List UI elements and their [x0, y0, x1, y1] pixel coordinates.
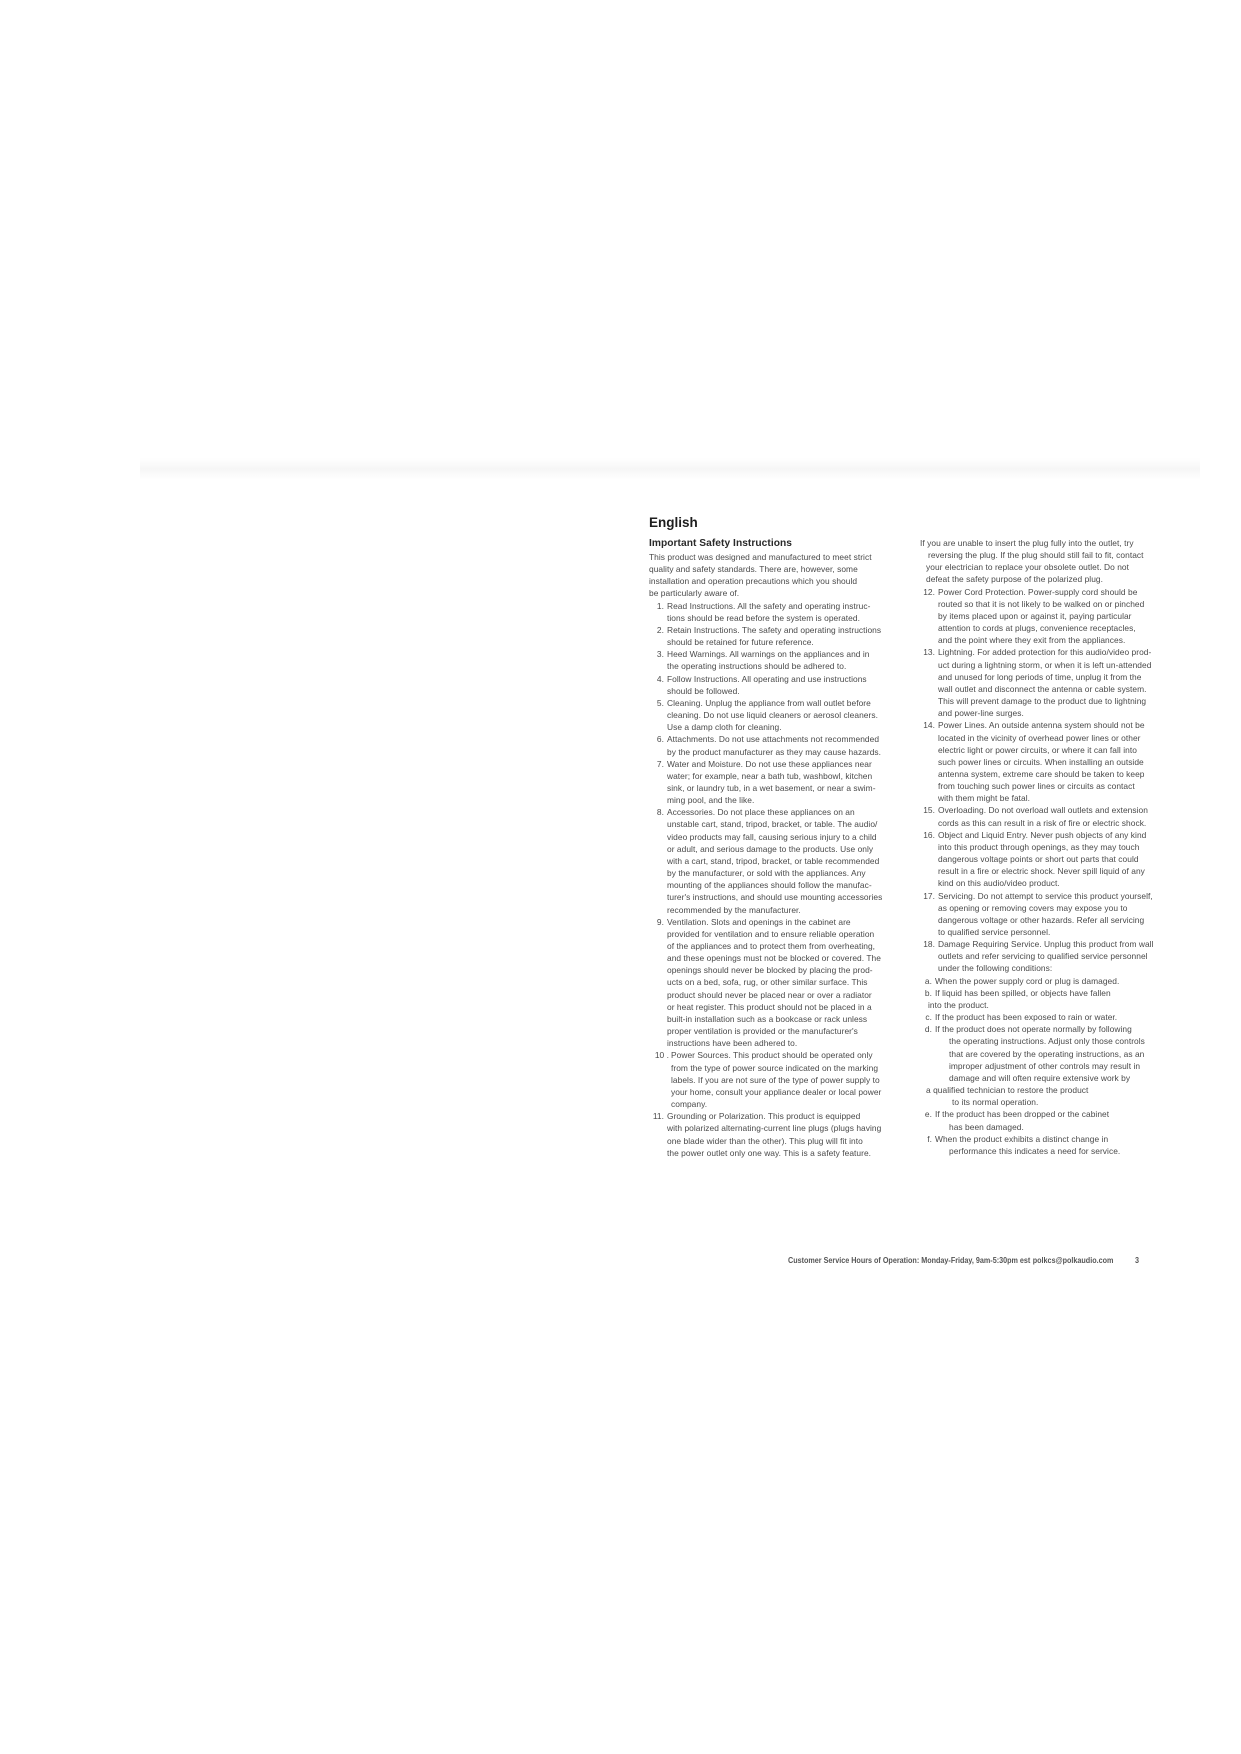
item-number: 16. — [923, 829, 935, 840]
condition-line: the operating instructions. Adjust only those controls — [949, 1036, 1145, 1047]
item-text — [667, 758, 911, 807]
item-line: result in a fire or electric shock. Never spill liquid of any — [938, 866, 1145, 877]
condition-text: When the power supply cord or plug is damaged. — [935, 975, 1120, 986]
item-line: your electrician to replace your obsolete outlet. Do not — [926, 562, 1129, 573]
support-email: polkcs@polkaudio.com — [1032, 1256, 1114, 1265]
item-line: Power Cord Protection. Power-supply cord should be — [938, 586, 1138, 597]
instruction-item-9 — [649, 916, 911, 1050]
intro-line: be particularly aware of. — [649, 588, 740, 599]
item-line: from the type of power source indicated on the marking — [671, 1062, 879, 1073]
item-line: openings should never be blocked by placing the prod- — [667, 965, 873, 976]
item-line: Heed Warnings. All warnings on the appliances and in — [667, 649, 870, 660]
condition-line: If the product has been dropped or the cabinet — [935, 1109, 1110, 1120]
condition-letter: e. — [924, 1109, 932, 1120]
item-text — [671, 1049, 911, 1110]
right-column — [920, 537, 1182, 1157]
condition-d-continuation: a qualified technician to restore the product — [926, 1085, 1089, 1096]
item-line: one blade wider than the other). This plug will fit into — [667, 1135, 863, 1146]
item-line: and these openings must not be blocked or covered. The — [667, 953, 881, 964]
item-number: 14. — [923, 720, 935, 731]
item-number: 17. — [923, 890, 935, 901]
item-line: by the product manufacturer as they may cause hazards. — [667, 746, 882, 757]
item-number: 6. — [656, 734, 664, 745]
scan-shadow-band — [140, 458, 1200, 480]
item-line: and unused for long periods of time, unplug it from the — [938, 671, 1142, 682]
item-line: ming pool, and the like. — [667, 795, 755, 806]
item-line: Power Sources. This product should be operated only — [671, 1050, 873, 1061]
instruction-item-11 — [649, 1110, 911, 1159]
condition-text: If the product has been exposed to rain or water. — [935, 1012, 1118, 1023]
condition-d-continuation: to its normal operation. — [952, 1097, 1039, 1108]
instruction-item-5 — [649, 697, 911, 733]
item-line: Grounding or Polarization. This product is equipped — [667, 1111, 861, 1122]
item-line: mounting of the appliances should follow the manufac- — [667, 880, 872, 891]
item-line: If you are unable to insert the plug fully into the outlet, try — [920, 538, 1134, 548]
condition-text: If liquid has been spilled, or objects have fallen — [935, 987, 1111, 998]
item-text — [938, 804, 1182, 828]
item-line: Servicing. Do not attempt to service this product yourself, — [938, 890, 1153, 901]
item-line: product should never be placed near or over a radiator — [667, 989, 872, 1000]
instruction-item-15 — [920, 804, 1182, 828]
item-line: by items placed upon or against it, paying particular — [938, 610, 1132, 621]
item-text — [938, 890, 1182, 939]
instruction-item-6 — [649, 733, 911, 757]
item-text — [667, 673, 911, 697]
item-number: 10 . — [654, 1050, 669, 1061]
item-line: of the appliances and to protect them from overheating, — [667, 941, 876, 951]
instruction-item-1 — [649, 600, 911, 624]
condition-a — [920, 975, 1182, 987]
item-line: such power lines or circuits. When installing an outside — [938, 756, 1144, 767]
item-line: as opening or removing covers may expose you to — [938, 902, 1128, 913]
condition-line: that are covered by the operating instructions, as an — [949, 1048, 1145, 1059]
condition-line: When the product exhibits a distinct change in — [935, 1133, 1109, 1144]
item-line: should be followed. — [667, 685, 740, 696]
instruction-item-2 — [649, 624, 911, 648]
item-line: routed so that it is not likely to be walked on or pinched — [938, 598, 1145, 609]
item-line: from touching such power lines or circuits as contact — [938, 781, 1135, 792]
item-number: 12. — [923, 586, 935, 597]
instruction-item-7 — [649, 758, 911, 807]
instruction-item-16 — [920, 829, 1182, 890]
item-line: Power Lines. An outside antenna system should not be — [938, 720, 1145, 731]
item-line: by the manufacturer, or sold with the appliances. Any — [667, 868, 866, 879]
condition-line: improper adjustment of other controls may result in — [949, 1060, 1141, 1071]
item-line: built-in installation such as a bookcase or rack unless — [667, 1013, 868, 1024]
item-line: with polarized alternating-current line plugs (plugs having — [667, 1123, 882, 1134]
intro-line: This product was designed and manufactured to meet strict — [649, 552, 872, 562]
item-line: the power outlet only one way. This is a safety feature. — [667, 1147, 872, 1158]
condition-c — [920, 1011, 1182, 1023]
instruction-item-4 — [649, 673, 911, 697]
item-number: 5. — [656, 697, 664, 708]
condition-letter: b. — [924, 987, 932, 998]
page-footer — [788, 1256, 1139, 1265]
condition-letter: d. — [924, 1024, 932, 1035]
intro-line: installation and operation precautions which you should — [649, 576, 858, 587]
item-text — [667, 916, 911, 1050]
item-number: 4. — [656, 673, 664, 684]
item-number: 7. — [656, 758, 664, 769]
item-number: 11. — [652, 1111, 664, 1122]
item-line: ucts on a bed, sofa, rug, or other similar surface. This — [667, 977, 868, 988]
intro-line: quality and safety standards. There are, however, some — [649, 564, 858, 575]
item-line: cleaning. Do not use liquid cleaners or aerosol cleaners. — [667, 710, 878, 721]
item-text — [938, 938, 1182, 974]
item-text — [938, 719, 1182, 804]
item-line: tions should be read before the system is operated. — [667, 612, 860, 623]
item-line: defeat the safety purpose of the polarized plug. — [926, 574, 1103, 585]
item-line: or heat register. This product should not be placed in a — [667, 1001, 872, 1012]
instruction-item-17 — [920, 890, 1182, 939]
item-number: 3. — [656, 649, 664, 660]
item-line: Damage Requiring Service. Unplug this product from wall — [938, 939, 1154, 950]
item-line: should be retained for future reference. — [667, 637, 814, 648]
item-number: 1. — [656, 600, 664, 611]
page-number: 3 — [1134, 1256, 1139, 1265]
item-line: Overloading. Do not overload wall outlets and extension — [938, 805, 1148, 816]
item-line: under the following conditions: — [938, 963, 1053, 974]
item-line: video products may fall, causing serious injury to a child — [667, 831, 877, 842]
item-line: proper ventilation is provided or the manufacturer's — [667, 1026, 858, 1037]
item-line: Retain Instructions. The safety and operating instructions — [667, 624, 882, 635]
item-line: Attachments. Do not use attachments not recommended — [667, 734, 880, 745]
item-line: dangerous voltage or other hazards. Refer all servicing — [938, 914, 1145, 925]
item-number: 8. — [656, 807, 664, 818]
condition-b-continuation: into the product. — [928, 999, 989, 1010]
intro-paragraph — [649, 551, 911, 600]
item-line: with them might be fatal. — [938, 793, 1031, 804]
item-line: Ventilation. Slots and openings in the cabinet are — [667, 916, 851, 927]
condition-line: performance this indicates a need for service. — [949, 1145, 1121, 1156]
item-line: unstable cart, stand, tripod, bracket, or table. The audio/ — [667, 819, 878, 830]
item-line: and the point where they exit from the appliances. — [938, 635, 1126, 646]
item-line: Water and Moisture. Do not use these appliances near — [667, 758, 872, 769]
item-line: Accessories. Do not place these appliances on an — [667, 807, 855, 818]
instruction-item-18 — [920, 938, 1182, 974]
condition-letter: f. — [927, 1133, 932, 1144]
item-line: antenna system, extreme care should be taken to keep — [938, 768, 1145, 779]
item-line: Lightning. For added protection for this audio/video prod- — [938, 647, 1152, 658]
item-line: Cleaning. Unplug the appliance from wall outlet before — [667, 697, 871, 708]
item-line: instructions have been adhered to. — [667, 1038, 798, 1049]
item-line: outlets and refer servicing to qualified service personnel — [938, 951, 1148, 962]
item-line: wall outlet and disconnect the antenna or cable system. — [938, 683, 1147, 694]
item-line: cords as this can result in a risk of fire or electric shock. — [938, 817, 1147, 828]
item-line: labels. If you are not sure of the type of power supply to — [671, 1074, 880, 1085]
item-text — [667, 806, 911, 915]
item-line: to qualified service personnel. — [938, 927, 1051, 937]
instruction-item-8 — [649, 806, 911, 915]
instruction-item-3 — [649, 648, 911, 672]
item-number: 18. — [923, 939, 935, 950]
item-number: 15. — [923, 805, 935, 816]
item-line: provided for ventilation and to ensure reliable operation — [667, 928, 875, 939]
item-line: reversing the plug. If the plug should still fail to fit, contact — [928, 550, 1144, 561]
item-line: This will prevent damage to the product due to lightning — [938, 696, 1147, 707]
instruction-item-12 — [920, 586, 1182, 647]
item-line: dangerous voltage points or short out parts that could — [938, 854, 1139, 865]
item-line: sink, or laundry tub, in a wet basement, or near a swim- — [667, 782, 876, 793]
item-line: or adult, and serious damage to the products. Use only — [667, 843, 874, 854]
item-line: the operating instructions should be adhered to. — [667, 661, 847, 672]
item-line: recommended by the manufacturer. — [667, 904, 801, 915]
item-11-continuation — [920, 537, 1182, 586]
item-text — [938, 646, 1182, 719]
condition-b — [920, 987, 1182, 999]
item-text — [938, 829, 1182, 890]
item-number: 13. — [923, 647, 935, 658]
instruction-item-13 — [920, 646, 1182, 719]
item-line: located in the vicinity of overhead power lines or other — [938, 732, 1141, 743]
left-column — [649, 537, 911, 1159]
condition-letter: a. — [924, 975, 932, 986]
condition-d — [920, 1023, 1182, 1084]
instruction-item-10 — [649, 1049, 911, 1110]
customer-service-hours: Customer Service Hours of Operation: Monday-Friday, 9am-5:30pm est — [788, 1256, 1031, 1265]
item-line: uct during a lightning storm, or when it is left un-attended — [938, 659, 1152, 670]
section-title: Important Safety Instructions — [649, 538, 792, 549]
language-heading: English — [649, 515, 698, 530]
item-number: 9. — [656, 916, 664, 927]
condition-text — [935, 1133, 1182, 1157]
item-line: water; for example, near a bath tub, washbowl, kitchen — [667, 770, 873, 781]
footer-right — [1033, 1256, 1139, 1265]
item-line: and power-line surges. — [938, 708, 1024, 719]
condition-letter: c. — [925, 1012, 932, 1023]
item-text — [667, 624, 911, 648]
item-line: turer's instructions, and should use mounting accessories — [667, 892, 883, 903]
condition-line: has been damaged. — [949, 1121, 1024, 1132]
item-line: electric light or power circuits, or where it can fall into — [938, 744, 1137, 755]
item-line: into this product through openings, as they may touch — [938, 841, 1140, 852]
item-number: 2. — [656, 624, 664, 635]
item-line: kind on this audio/video product. — [938, 878, 1060, 889]
condition-e — [920, 1108, 1182, 1132]
condition-line: If the product does not operate normally by following — [935, 1024, 1132, 1035]
item-line: Use a damp cloth for cleaning. — [667, 722, 782, 733]
item-line: your home, consult your appliance dealer or local power — [671, 1086, 882, 1097]
item-text — [667, 697, 911, 733]
instruction-item-14 — [920, 719, 1182, 804]
condition-f — [920, 1133, 1182, 1157]
item-line: company. — [671, 1099, 708, 1110]
item-line: with a cart, stand, tripod, bracket, or table recommended — [667, 855, 880, 866]
item-line: Object and Liquid Entry. Never push objects of any kind — [938, 829, 1147, 840]
item-line: Follow Instructions. All operating and use instructions — [667, 673, 867, 684]
condition-text — [935, 1023, 1182, 1084]
item-text — [667, 733, 911, 757]
item-text — [667, 648, 911, 672]
item-line: Read Instructions. All the safety and operating instruc- — [667, 600, 871, 611]
item-text — [667, 600, 911, 624]
item-line: attention to cords at plugs, convenience receptacles, — [938, 623, 1136, 634]
condition-text — [935, 1108, 1182, 1132]
condition-line: damage and will often require extensive work by — [949, 1072, 1131, 1083]
item-text — [938, 586, 1182, 647]
item-text — [667, 1110, 911, 1159]
